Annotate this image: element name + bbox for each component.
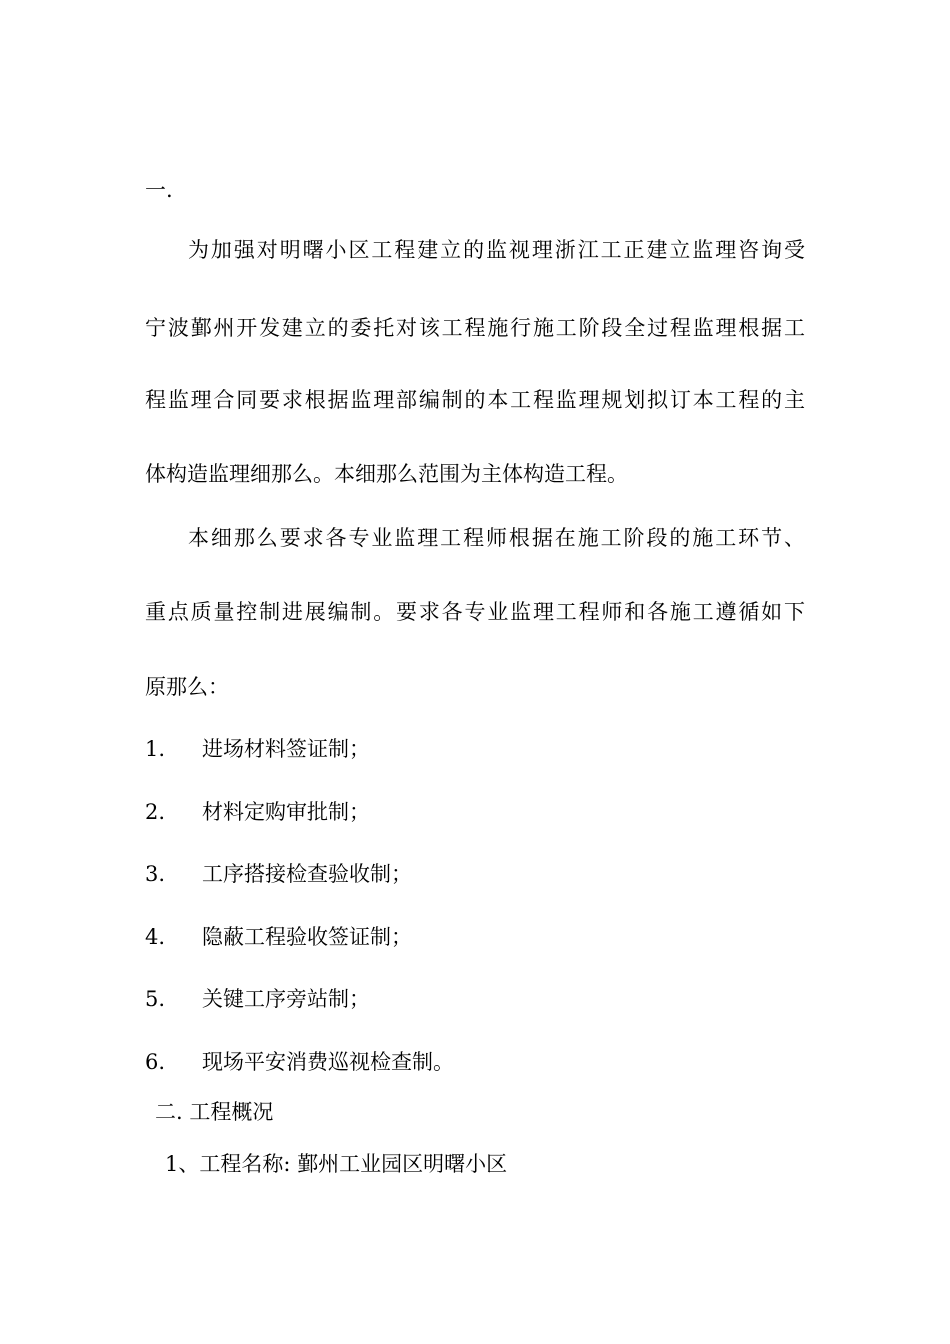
project-name-line: 1、工程名称: 鄞州工业园区明曙小区 (165, 1152, 508, 1176)
principle-text: 关键工序旁站制； (202, 987, 370, 1011)
principle-text: 现场平安消费巡视检查制。 (202, 1050, 454, 1074)
principle-item-3 (145, 860, 412, 888)
principle-number: 5. (145, 987, 166, 1011)
principle-number: 6. (145, 1050, 166, 1074)
principle-item-2 (145, 798, 370, 826)
section-1-heading: 一. (145, 178, 173, 202)
paragraph-2-line-1: 本细那么要求各专业监理工程师根据在施工阶段的施工环节、 (188, 526, 805, 550)
paragraph-1-line-2: 宁波鄞州开发建立的委托对该工程施行施工阶段全过程监理根据工 (145, 316, 805, 340)
principle-number: 3. (145, 862, 166, 886)
principle-text: 材料定购审批制； (202, 800, 370, 824)
paragraph-2-line-3: 原那么： (145, 675, 229, 699)
principle-item-6 (145, 1048, 454, 1076)
principle-item-4 (145, 923, 412, 951)
paragraph-1-line-1: 为加强对明曙小区工程建立的监视理浙江工正建立监理咨询受 (188, 238, 805, 262)
principle-text: 进场材料签证制； (202, 737, 370, 761)
principle-number: 1. (145, 737, 166, 761)
principle-number: 4. (145, 925, 166, 949)
section-2-heading: 二. 工程概况 (155, 1100, 274, 1124)
principle-item-1 (145, 735, 370, 763)
principle-text: 工序搭接检查验收制； (202, 862, 412, 886)
principle-number: 2. (145, 800, 166, 824)
principle-item-5 (145, 985, 370, 1013)
principle-text: 隐蔽工程验收签证制； (202, 925, 412, 949)
paragraph-1-line-4: 体构造监理细那么。本细那么范围为主体构造工程。 (145, 462, 628, 486)
paragraph-1-line-3: 程监理合同要求根据监理部编制的本工程监理规划拟订本工程的主 (145, 388, 805, 412)
paragraph-2-line-2: 重点质量控制进展编制。要求各专业监理工程师和各施工遵循如下 (145, 600, 805, 624)
